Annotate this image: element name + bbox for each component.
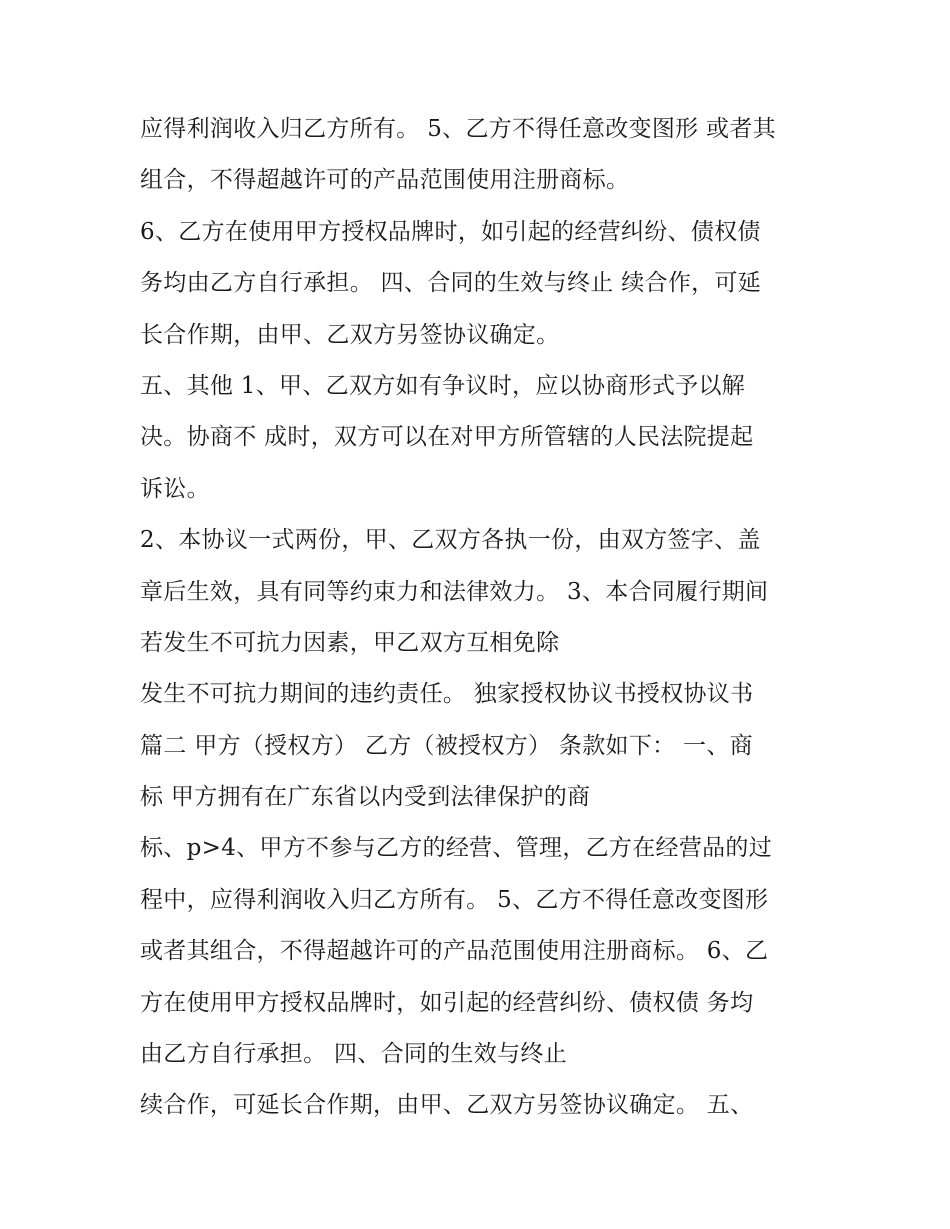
text-line: 长合作期，由甲、乙双方另签协议确定。	[140, 321, 560, 348]
text-line: 五、其他 1、甲、乙双方如有争议时，应以协商形式予以解	[140, 372, 746, 399]
text-line: 发生不可抗力期间的违约责任。 独家授权协议书授权协议书	[140, 681, 754, 708]
text-line: 或者其组合，不得超越许可的产品范围使用注册商标。 6、乙	[140, 938, 769, 965]
text-line: 程中，应得利润收入归乙方所有。 5、乙方不得任意改变图形	[140, 886, 769, 913]
text-line: 2、本协议一式两份，甲、乙双方各执一份，由双方签字、盖	[140, 527, 761, 554]
text-line: 续合作，可延长合作期，由甲、乙双方另签协议确定。 五、	[140, 1092, 754, 1119]
text-line: 组合，不得超越许可的产品范围使用注册商标。	[140, 167, 630, 194]
text-line: 标、p>4、甲方不参与乙方的经营、管理，乙方在经营品的过	[140, 835, 773, 862]
text-line: 诉讼。	[140, 475, 210, 502]
text-line: 标 甲方拥有在广东省以内受到法律保护的商	[140, 784, 591, 811]
text-line: 方在使用甲方授权品牌时，如引起的经营纠纷、债权债 务均	[140, 989, 754, 1016]
text-line: 应得利润收入归乙方所有。 5、乙方不得任意改变图形 或者其	[140, 116, 776, 142]
text-line: 6、乙方在使用甲方授权品牌时，如引起的经营纠纷、债权债	[140, 218, 761, 245]
text-line: 由乙方自行承担。 四、合同的生效与终止	[140, 1041, 568, 1068]
text-line: 篇二 甲方（授权方） 乙方（被授权方） 条款如下： 一、商	[140, 732, 753, 759]
text-line: 若发生不可抗力因素，甲乙双方互相免除	[140, 629, 560, 656]
text-line: 决。协商不 成时，双方可以在对甲方所管辖的人民法院提起	[140, 424, 754, 451]
text-line: 章后生效，具有同等约束力和法律效力。 3、本合同履行期间	[140, 578, 769, 605]
document-body	[140, 104, 820, 1132]
text-line: 务均由乙方自行承担。 四、合同的生效与终止 续合作，可延	[140, 270, 762, 297]
